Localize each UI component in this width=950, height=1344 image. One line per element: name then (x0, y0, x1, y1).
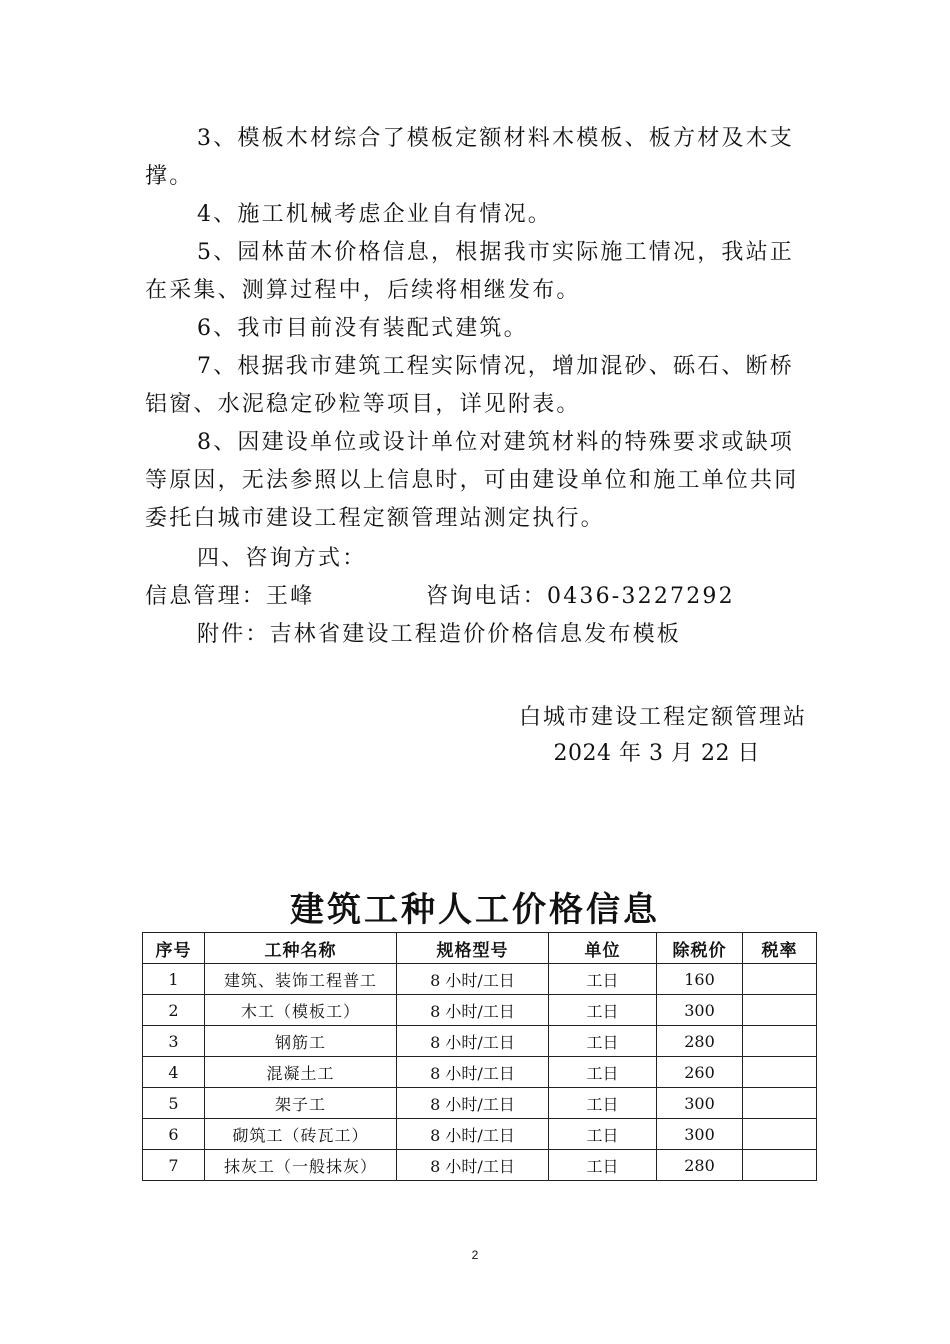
cell-price: 280 (657, 1150, 743, 1181)
cell-no: 4 (143, 1057, 205, 1088)
cell-unit: 工日 (549, 1088, 657, 1119)
table-row (143, 1057, 817, 1088)
cell-spec: 8 小时/工日 (397, 1150, 549, 1181)
cell-price: 260 (657, 1057, 743, 1088)
cell-tax (743, 1026, 817, 1057)
header-spec: 规格型号 (397, 933, 549, 964)
table-header-row (143, 933, 817, 964)
cell-no: 1 (143, 964, 205, 995)
paragraph-item-4: 4、施工机械考虑企业自有情况。 (197, 202, 552, 227)
paragraph-item-8: 8、因建设单位或设计单位对建筑材料的特殊要求或缺项等原因，无法参照以上信息时，可由建设单位和施工单位共同委托白城市建设工程定额管理站测定执行。 (145, 430, 799, 531)
cell-spec: 8 小时/工日 (397, 1088, 549, 1119)
cell-unit: 工日 (549, 1057, 657, 1088)
table-title: 建筑工种人工价格信息 (290, 890, 660, 930)
signature-org: 白城市建设工程定额管理站 (518, 705, 807, 730)
contact-phone: 咨询电话：0436-3227292 (426, 584, 735, 609)
paragraph-item-7: 7、根据我市建筑工程实际情况，增加混砂、砾石、断桥铝窗、水泥稳定砂粒等项目，详见附表。 (145, 354, 794, 417)
cell-tax (743, 1150, 817, 1181)
cell-price: 300 (657, 995, 743, 1026)
cell-name: 抹灰工（一般抹灰） (205, 1150, 397, 1181)
header-no: 序号 (143, 933, 205, 964)
attachment-note: 附件：吉林省建设工程造价价格信息发布模板 (197, 622, 682, 647)
cell-name: 架子工 (205, 1088, 397, 1119)
table-row (143, 1150, 817, 1181)
page-number: 2 (471, 1248, 479, 1262)
paragraph-item-6: 6、我市目前没有装配式建筑。 (197, 316, 528, 341)
cell-no: 5 (143, 1088, 205, 1119)
header-tax: 税率 (743, 933, 817, 964)
cell-price: 300 (657, 1088, 743, 1119)
cell-unit: 工日 (549, 964, 657, 995)
cell-price: 280 (657, 1026, 743, 1057)
cell-unit: 工日 (549, 1026, 657, 1057)
table-row (143, 964, 817, 995)
contact-manager: 信息管理：王峰 (145, 584, 315, 609)
cell-spec: 8 小时/工日 (397, 995, 549, 1026)
signature-date: 2024 年 3 月 22 日 (553, 741, 760, 766)
cell-name: 钢筋工 (205, 1026, 397, 1057)
cell-spec: 8 小时/工日 (397, 1119, 549, 1150)
cell-spec: 8 小时/工日 (397, 964, 549, 995)
paragraph-item-3: 3、模板木材综合了模板定额材料木模板、板方材及木支撑。 (145, 126, 794, 189)
table-row (143, 1026, 817, 1057)
consult-heading: 四、咨询方式： (197, 546, 367, 571)
cell-tax (743, 995, 817, 1026)
cell-price: 300 (657, 1119, 743, 1150)
cell-no: 6 (143, 1119, 205, 1150)
cell-name: 砌筑工（砖瓦工） (205, 1119, 397, 1150)
cell-tax (743, 964, 817, 995)
paragraph-item-5: 5、园林苗木价格信息，根据我市实际施工情况，我站正在采集、测算过程中，后续将相继发布。 (145, 240, 794, 303)
header-price: 除税价 (657, 933, 743, 964)
cell-name: 木工（模板工） (205, 995, 397, 1026)
cell-unit: 工日 (549, 1119, 657, 1150)
cell-tax (743, 1119, 817, 1150)
cell-spec: 8 小时/工日 (397, 1026, 549, 1057)
cell-spec: 8 小时/工日 (397, 1057, 549, 1088)
cell-name: 混凝土工 (205, 1057, 397, 1088)
cell-no: 7 (143, 1150, 205, 1181)
header-name: 工种名称 (205, 933, 397, 964)
labor-price-table (142, 932, 817, 1181)
table-row (143, 1088, 817, 1119)
cell-tax (743, 1057, 817, 1088)
table-row (143, 1119, 817, 1150)
cell-unit: 工日 (549, 995, 657, 1026)
header-unit: 单位 (549, 933, 657, 964)
cell-tax (743, 1088, 817, 1119)
cell-no: 3 (143, 1026, 205, 1057)
cell-price: 160 (657, 964, 743, 995)
cell-no: 2 (143, 995, 205, 1026)
cell-name: 建筑、装饰工程普工 (205, 964, 397, 995)
cell-unit: 工日 (549, 1150, 657, 1181)
table-row (143, 995, 817, 1026)
